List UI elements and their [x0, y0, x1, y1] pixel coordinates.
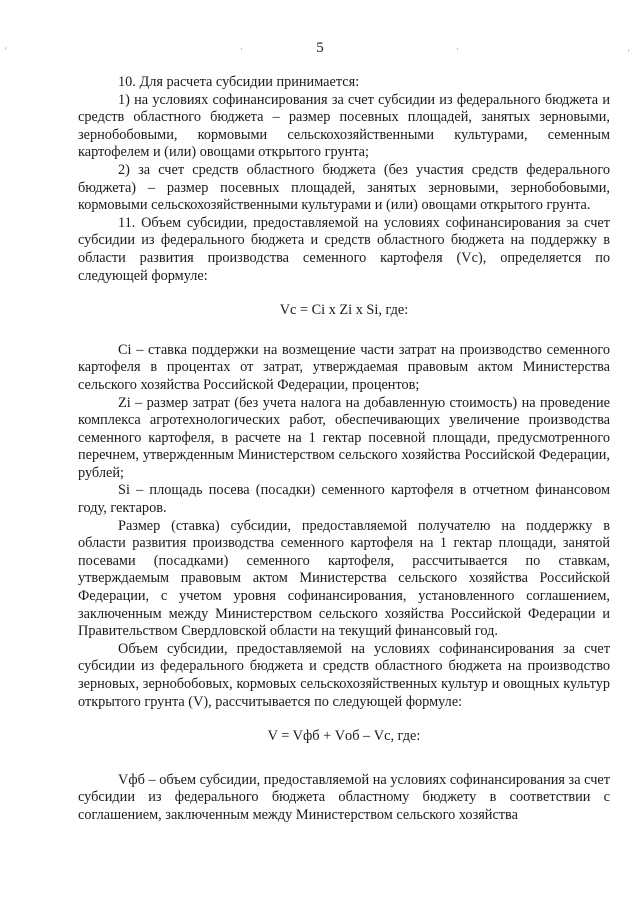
page-number: 5 — [316, 40, 324, 56]
formula-vc: Vc = Ci x Zi x Si, где: — [279, 302, 409, 319]
scan-artifact-mark: · — [456, 44, 459, 54]
scan-artifact-mark: ' — [628, 48, 630, 58]
paragraph-subitem-2: 2) за счет средств областного бюджета (без участия средств федерального бюджета) – размер посевных площадей, занятых зерновыми, зернобобовыми, кормовыми сельскохозяйственными культурами и (или) овощами открытого грунта. — [78, 161, 610, 214]
paragraph-subitem-1: 1) на условиях софинансирования за счет субсидии из федерального бюджета и средств областного бюджета – размер посевных площадей, занятых зерновыми, зернобобовыми, кормовыми сельскохозяйственными культурами, семенным картофелем и (или) овощами открытого грунта; — [78, 91, 610, 161]
definition-ci: Ci – ставка поддержки на возмещение части затрат на производство семенного картофеля в процентах от затрат, утверждаемая правовым актом Министерства сельского хозяйства Российской Федерации, процентов; — [78, 341, 610, 393]
paragraph-item-10: 10. Для расчета субсидии принимается: — [118, 74, 360, 90]
scan-artifact-mark: ' — [5, 46, 7, 56]
scan-artifact-mark: · — [240, 44, 243, 54]
paragraph-item-11: 11. Объем субсидии, предоставляемой на условиях софинансирования за счет субсидии из федерального бюджета и средств областного бюджета на поддержку в области развития производства семенного картофеля (Vc), определяется по следующей формуле: — [78, 214, 610, 284]
document-body — [78, 74, 610, 825]
paragraph-subsidy-rate: Размер (ставка) субсидии, предоставляемой получателю на поддержку в области развития производства семенного картофеля на 1 гектар площади, занятой посевами (посадками) семенного картофеля, рассчитывается по ставкам, утверждаемым правовым актом Министерства сельского хозяйства Российской Федерации, с учетом уровня софинансирования, установленного соглашением, заключенным между Министерством сельского хозяйства Российской Федерации и Правительством Свердловской области на текущий финансовый год. — [78, 517, 610, 640]
definition-zi: Zi – размер затрат (без учета налога на добавленную стоимость) на проведение комплекса агротехнологических работ, обеспечивающих увеличение производства семенного картофеля, в расчете на 1 гектар посевной площади, предусмотренного перечнем, утвержденным Министерством сельского хозяйства Российской Федерации, рублей; — [78, 394, 610, 481]
formula-v: V = Vфб + Vоб – Vc, где: — [267, 728, 421, 745]
definition-si: Si – площадь посева (посадки) семенного картофеля в отчетном финансовом году, гектаров. — [78, 482, 610, 517]
paragraph-subsidy-volume: Объем субсидии, предоставляемой на условиях софинансирования за счет субсидии из федерального бюджета и средств областного бюджета на производство зерновых, зернобобовых, кормовых сельскохозяйственных культур и овощных культур открытого грунта (V), рассчитывается по следующей формуле: — [78, 640, 610, 710]
definition-vfb: Vфб – объем субсидии, предоставляемой на условиях софинансирования за счет субсидии из федерального бюджета областному бюджету в соответствии с соглашением, заключенным между Министерством сельского хозяйства — [78, 771, 610, 823]
